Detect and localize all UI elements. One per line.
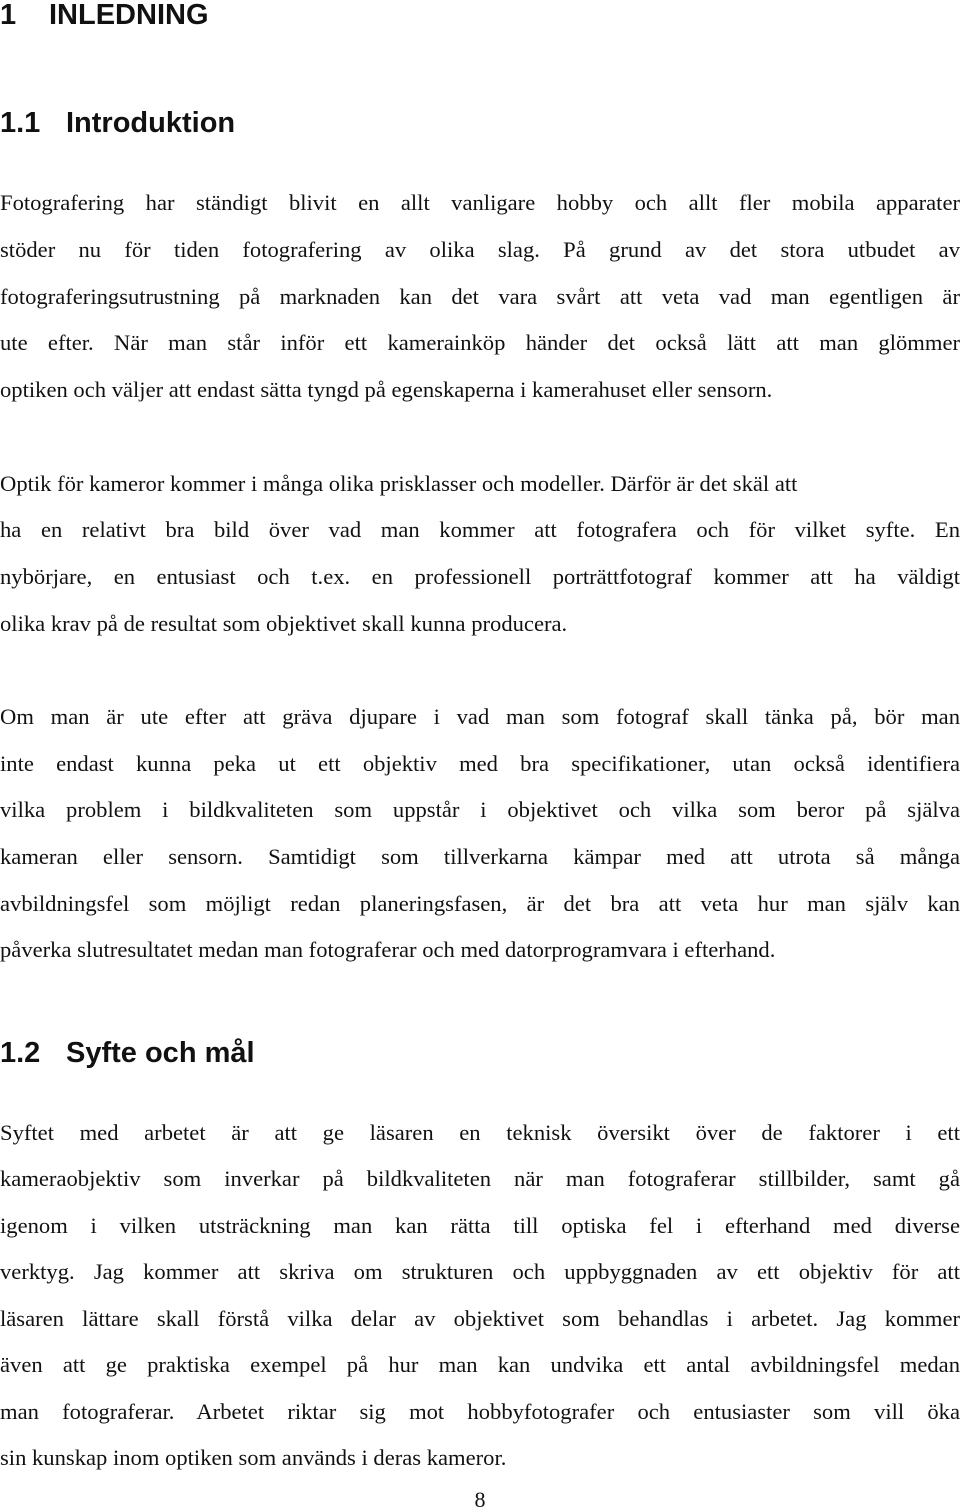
text-line: olika krav på de resultat som objektivet skall kunna producera.: [0, 611, 568, 636]
chapter-number: 1: [0, 0, 17, 31]
text-line: ha en relativt bra bild över vad man kommer att fotografera och för vilket syfte. En: [0, 517, 960, 542]
chapter-heading: [0, 0, 209, 33]
text-line: inte endast kunna peka ut ett objektiv med bra specifikationer, utan också identifiera: [0, 751, 960, 776]
text-line: optiken och väljer att endast sätta tyngd på egenskaperna i kamerahuset eller sensorn.: [0, 377, 773, 402]
text-line: även att ge praktiska exempel på hur man kan undvika ett antal avbildningsfel medan: [0, 1352, 960, 1377]
text-line: läsaren lättare skall förstå vilka delar av objektivet som behandlas i arbetet. Jag kommer: [0, 1306, 960, 1331]
section-number: 1.1: [0, 107, 41, 139]
text-line: igenom i vilken utsträckning man kan rätta till optiska fel i efterhand med diverse: [0, 1213, 960, 1238]
text-line: vilka problem i bildkvaliteten som uppstår i objektivet och vilka som beror på själva: [0, 797, 960, 822]
text-line: Om man är ute efter att gräva djupare i vad man som fotograf skall tänka på, bör man: [0, 704, 960, 729]
section-title: Introduktion: [66, 107, 236, 139]
text-line: verktyg. Jag kommer att skriva om strukturen och uppbyggnaden av ett objektiv för att: [0, 1259, 960, 1284]
text-line: nybörjare, en entusiast och t.ex. en professionell porträttfotograf kommer att ha väldigt: [0, 564, 960, 589]
text-line: kameraobjektiv som inverkar på bildkvaliteten när man fotograferar stillbilder, samt gå: [0, 1166, 960, 1191]
text-line: sin kunskap inom optiken som används i deras kameror.: [0, 1445, 507, 1470]
text-line: stöder nu för tiden fotografering av olika slag. På grund av det stora utbudet av: [0, 237, 960, 262]
text-line: fotograferingsutrustning på marknaden kan det vara svårt att veta vad man egentligen är: [0, 284, 960, 309]
text-line: Optik för kameror kommer i många olika prisklasser och modeller. Därför är det skäl att: [0, 471, 798, 496]
text-line: Syftet med arbetet är att ge läsaren en teknisk översikt över de faktorer i ett: [0, 1120, 960, 1145]
section-number: 1.2: [0, 1037, 41, 1069]
text-line: man fotograferar. Arbetet riktar sig mot hobbyfotografer och entusiaster som vill öka: [0, 1399, 960, 1424]
section-heading-syfte-och-mal: [0, 1035, 255, 1071]
page-number: 8: [474, 1487, 486, 1512]
text-line: påverka slutresultatet medan man fotograferar och med datorprogramvara i efterhand.: [0, 937, 776, 962]
text-line: avbildningsfel som möjligt redan planeringsfasen, är det bra att veta hur man själv kan: [0, 891, 960, 916]
text-line: kameran eller sensorn. Samtidigt som tillverkarna kämpar med att utrota så många: [0, 844, 960, 869]
section-heading-introduktion: [0, 105, 235, 141]
chapter-title: INLEDNING: [49, 0, 209, 31]
section-title: Syfte och mål: [66, 1037, 255, 1069]
text-line: Fotografering har ständigt blivit en allt vanligare hobby och allt fler mobila apparater: [0, 190, 960, 215]
text-line: ute efter. När man står inför ett kamerainköp händer det också lätt att man glömmer: [0, 330, 960, 355]
